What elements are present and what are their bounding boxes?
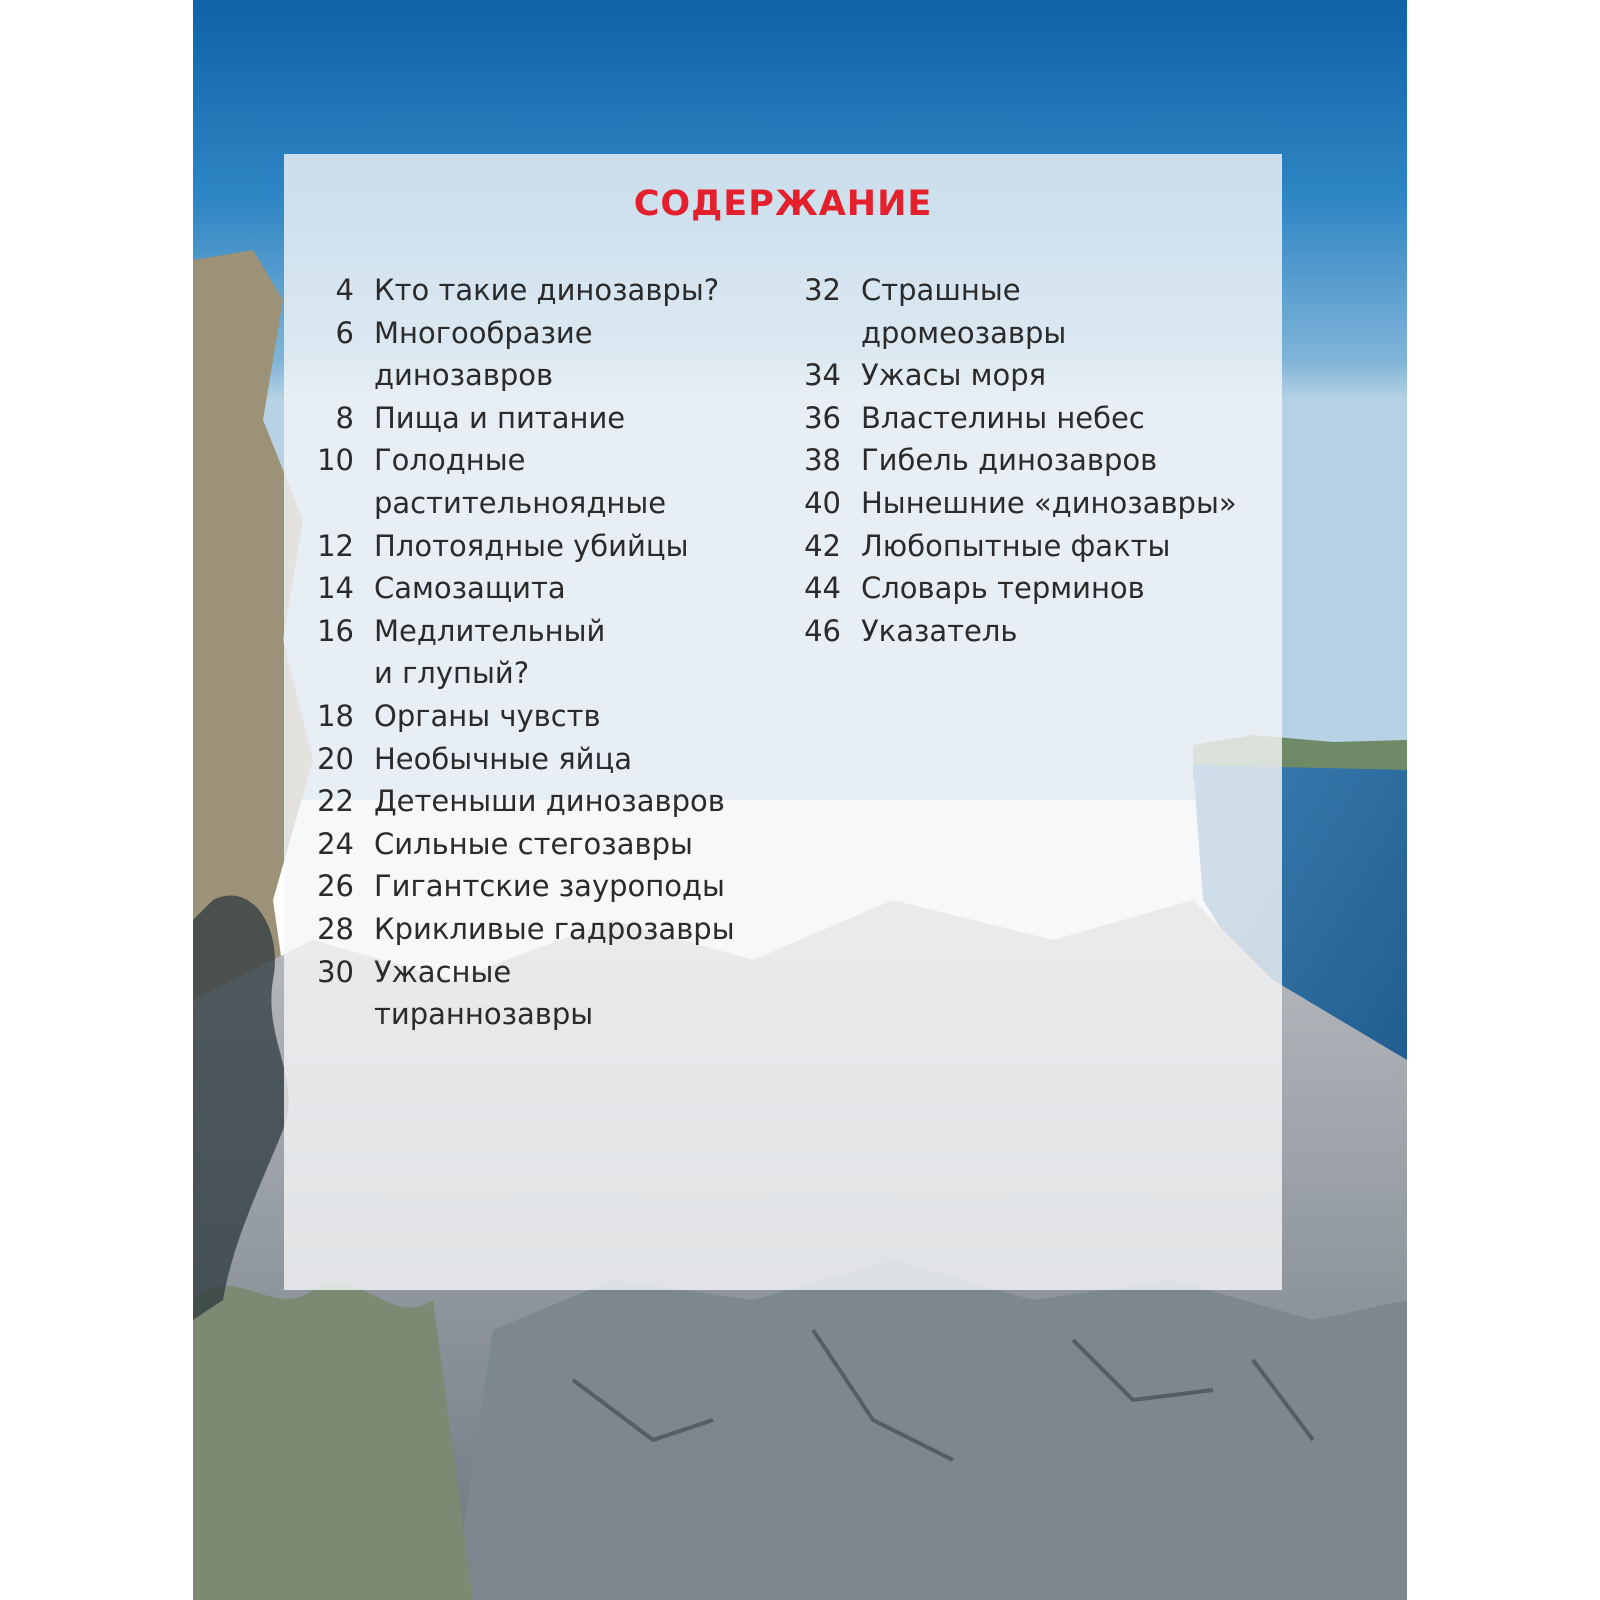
toc-entry-title: Крикливые гадрозавры bbox=[374, 911, 735, 946]
contents-panel bbox=[284, 154, 1282, 1290]
toc-entry[interactable] bbox=[294, 525, 764, 568]
toc-entry[interactable] bbox=[781, 397, 1271, 440]
toc-entry-title: Словарь терминов bbox=[861, 571, 1145, 606]
toc-page-number: 28 bbox=[317, 911, 354, 946]
toc-entry[interactable] bbox=[294, 269, 764, 312]
toc-entry-title: Медлительный и глупый? bbox=[374, 613, 606, 691]
toc-entry[interactable] bbox=[781, 354, 1271, 397]
toc-entry[interactable] bbox=[294, 312, 764, 397]
contents-title: СОДЕРЖАНИЕ bbox=[633, 184, 933, 224]
toc-page-number: 32 bbox=[804, 273, 841, 307]
toc-page-number: 4 bbox=[335, 273, 354, 307]
toc-entry[interactable] bbox=[294, 865, 764, 908]
toc-page-number: 38 bbox=[804, 443, 841, 478]
toc-entry-title: Детеныши динозавров bbox=[374, 784, 725, 819]
toc-entry-title: Многообразие динозавров bbox=[374, 315, 593, 393]
toc-page-number: 6 bbox=[335, 315, 354, 350]
toc-page-number: 14 bbox=[317, 571, 354, 606]
toc-entry[interactable] bbox=[294, 738, 764, 781]
toc-entry-title: Гигантские зауроподы bbox=[374, 869, 725, 904]
toc-page-number: 8 bbox=[335, 400, 354, 435]
toc-entry-title: Ужасы моря bbox=[861, 358, 1047, 393]
toc-entry-title: Необычные яйца bbox=[374, 741, 633, 776]
toc-page-number: 46 bbox=[804, 613, 841, 648]
toc-entry-title: Любопытные факты bbox=[861, 528, 1171, 563]
toc-entry[interactable] bbox=[294, 567, 764, 610]
toc-entry[interactable] bbox=[294, 610, 764, 695]
toc-page-number: 40 bbox=[804, 485, 841, 520]
toc-page-number: 12 bbox=[317, 528, 354, 563]
toc-entry-title: Сильные стегозавры bbox=[374, 826, 693, 861]
toc-entry-title: Властелины небес bbox=[861, 400, 1145, 435]
toc-entry[interactable] bbox=[781, 610, 1271, 653]
toc-entry-title: Кто такие динозавры? bbox=[374, 273, 720, 307]
toc-entry[interactable] bbox=[294, 908, 764, 951]
toc-entry[interactable] bbox=[294, 823, 764, 866]
toc-page-number: 26 bbox=[317, 869, 354, 904]
toc-entry-title: Нынешние «динозавры» bbox=[861, 485, 1237, 520]
toc-entry-title: Указатель bbox=[861, 613, 1018, 648]
contents-column-left bbox=[294, 269, 764, 1036]
toc-entry[interactable] bbox=[294, 695, 764, 738]
toc-page-number: 44 bbox=[804, 571, 841, 606]
toc-entry-title: Плотоядные убийцы bbox=[374, 528, 689, 563]
rocks-front bbox=[453, 1260, 1407, 1600]
toc-entry-title: Органы чувств bbox=[374, 698, 601, 733]
contents-column-right bbox=[781, 269, 1271, 652]
toc-page-number: 34 bbox=[804, 358, 841, 393]
toc-entry-title: Пища и питание bbox=[374, 400, 626, 435]
toc-entry[interactable] bbox=[781, 567, 1271, 610]
toc-page-number: 24 bbox=[317, 826, 354, 861]
book-page bbox=[193, 0, 1407, 1600]
toc-page-number: 42 bbox=[804, 528, 841, 563]
toc-entry-title: Голодные растительноядные bbox=[374, 443, 667, 520]
toc-entry[interactable] bbox=[294, 397, 764, 440]
toc-page-number: 20 bbox=[317, 741, 354, 776]
toc-entry[interactable] bbox=[294, 780, 764, 823]
toc-entry[interactable] bbox=[294, 951, 764, 1036]
toc-entry[interactable] bbox=[781, 482, 1271, 525]
toc-entry-title: Ужасные тираннозавры bbox=[374, 954, 594, 1032]
toc-entry[interactable] bbox=[781, 525, 1271, 568]
toc-page-number: 36 bbox=[804, 400, 841, 435]
toc-entry[interactable] bbox=[781, 439, 1271, 482]
toc-entry-title: Самозащита bbox=[374, 571, 566, 606]
toc-entry-title: Страшные дромеозавры bbox=[861, 273, 1067, 350]
shrubs bbox=[193, 1282, 473, 1600]
toc-page-number: 30 bbox=[317, 954, 354, 989]
toc-page-number: 22 bbox=[317, 784, 354, 819]
toc-page-number: 18 bbox=[317, 698, 354, 733]
toc-entry[interactable] bbox=[781, 269, 1271, 354]
toc-page-number: 10 bbox=[317, 443, 354, 478]
toc-page-number: 16 bbox=[317, 613, 354, 648]
toc-entry[interactable] bbox=[294, 439, 764, 524]
toc-entry-title: Гибель динозавров bbox=[861, 443, 1158, 478]
